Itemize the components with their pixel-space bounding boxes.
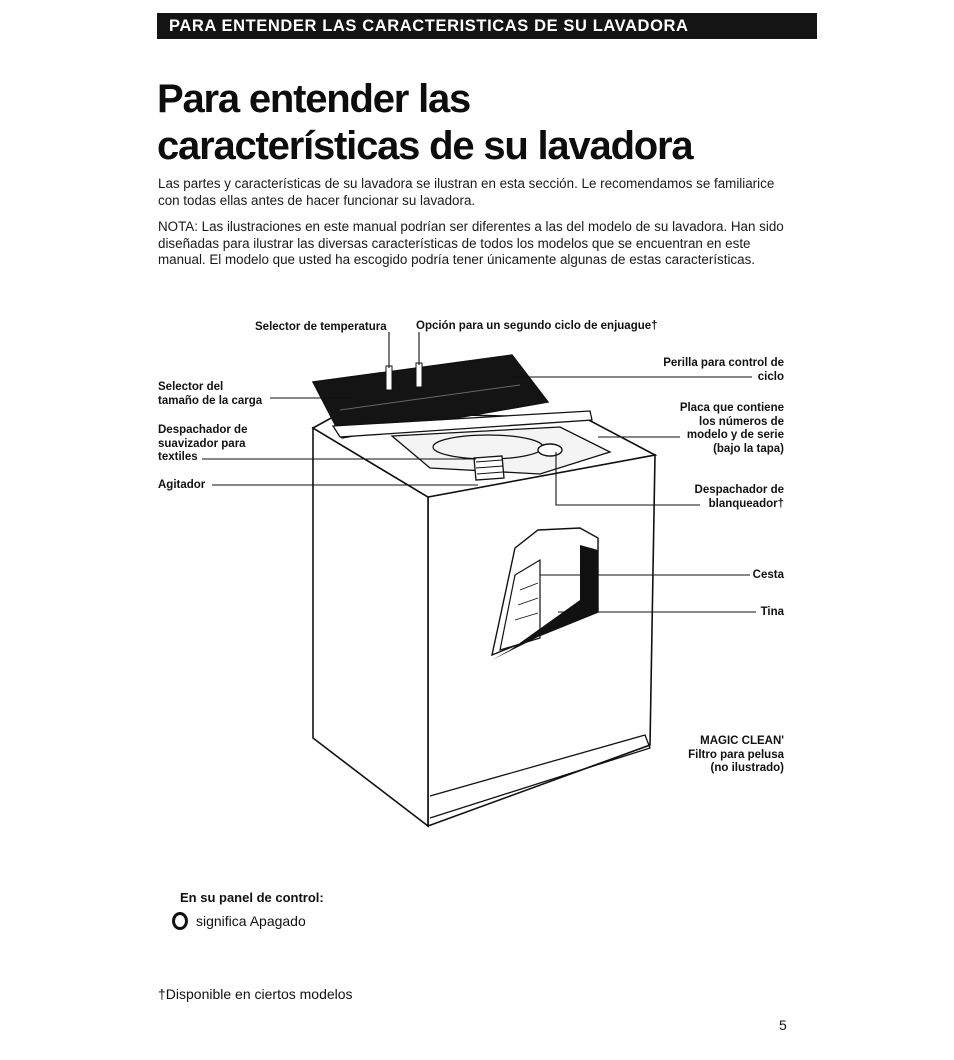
label-line: blanqueador† (708, 497, 784, 510)
footnote: †Disponible en ciertos modelos (158, 986, 353, 1002)
label-line: (no ilustrado) (710, 762, 784, 774)
label-model-serial-plate (640, 402, 784, 456)
label-line: textiles (158, 451, 198, 463)
label-line: Filtro para pelusa (688, 748, 784, 761)
label-line: Despachador de (158, 424, 248, 436)
label-line: (bajo la tapa) (713, 442, 784, 455)
rinse-knob (416, 363, 422, 387)
temperature-knob (386, 366, 392, 390)
label-line: Despachador de (694, 484, 784, 496)
label-lint-filter (640, 735, 784, 776)
label-tub: Tina (760, 606, 784, 618)
label-basket: Cesta (752, 569, 784, 581)
page-title-line-2: características de su lavadora (157, 124, 693, 168)
page-number: 5 (779, 1017, 787, 1033)
label-softener-dispenser (158, 424, 247, 465)
bleach-dispenser (538, 444, 562, 456)
control-panel-heading: En su panel de control: (180, 890, 324, 905)
label-line: Placa que contiene (679, 402, 784, 414)
label-line: modelo y de serie (686, 429, 784, 441)
label-cycle-control-knob (620, 357, 784, 384)
label-temperature-selector: Selector de temperatura (255, 321, 387, 333)
label-line: suavizador para (158, 437, 246, 450)
section-banner: PARA ENTENDER LAS CARACTERISTICAS DE SU LAVADORA (157, 13, 817, 39)
label-line: MAGIC CLEAN' (700, 735, 784, 747)
label-bleach-dispenser (640, 484, 784, 511)
off-symbol-legend (172, 911, 306, 931)
label-line: Perilla para control de (663, 357, 784, 369)
page-title-line-1: Para entender las (157, 77, 471, 121)
label-line: Selector del (158, 381, 224, 393)
label-second-rinse-option: Opción para un segundo ciclo de enjuague† (416, 320, 658, 332)
washer-front-panel (428, 455, 655, 826)
label-line: los números de (699, 415, 784, 428)
intro-paragraph: Las partes y características de su lavadora se ilustran en esta sección. Le recomendamos se familiarice con todas ellas antes de hacer funcionar su lavadora. (158, 176, 775, 208)
off-circle-icon (172, 912, 188, 930)
label-line: ciclo (757, 370, 784, 383)
label-load-size-selector (158, 381, 262, 408)
label-line: tamaño de la carga (158, 394, 263, 407)
note-paragraph: NOTA: Las ilustraciones en este manual podrían ser diferentes a las del modelo de su lavadora. Han sido diseñadas para ilustrar las diversas características de todos los modelos que se encuentran en este manual. El modelo que usted ha escogido podría tener únicamente algunas de estas características. (158, 219, 784, 267)
washer-side-panel (313, 428, 428, 826)
label-agitator: Agitador (158, 479, 206, 491)
off-symbol-meaning: significa Apagado (196, 913, 306, 929)
